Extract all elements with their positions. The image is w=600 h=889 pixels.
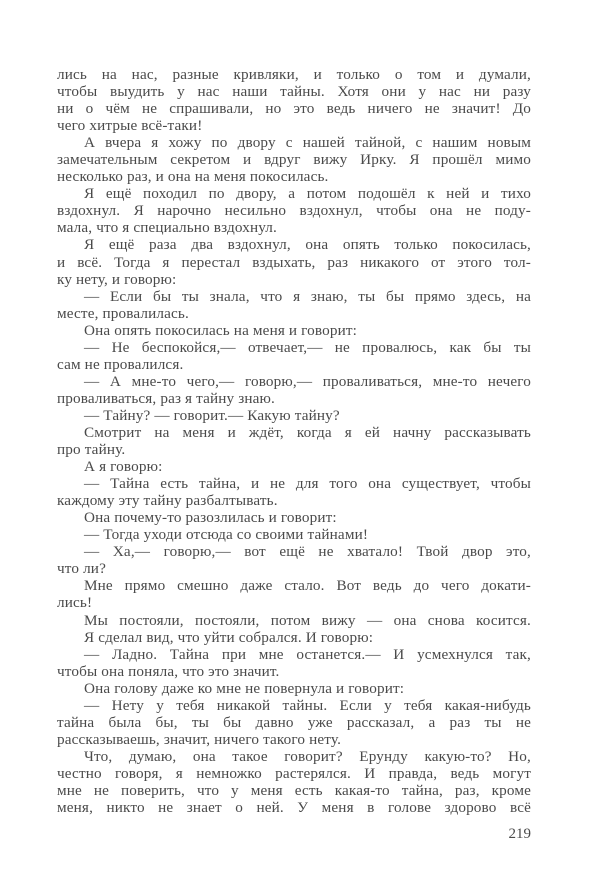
- text-line: лись!: [57, 594, 93, 612]
- text-line: замечательным секретом и вдруг вижу Ирку. Я прошёл мимо: [57, 151, 531, 169]
- text-line: и всё. Тогда я перестал вздыхать, раз никакого от этого тол-: [57, 253, 531, 271]
- text-line: чего хитрые всё-таки!: [57, 117, 203, 135]
- text-line: Мне прямо смешно даже стало. Вот ведь до чего докати-: [84, 577, 531, 595]
- text-line: проваливаться, раз я тайну знаю.: [57, 389, 276, 407]
- text-line: месте, провалилась.: [57, 304, 189, 322]
- text-line: Она почему-то разозлилась и говорит:: [84, 509, 337, 527]
- text-line: А вчера я хожу по двору с нашей тайной, с нашим новым: [84, 134, 531, 152]
- text-line: несколько раз, и она на меня покосилась.: [57, 168, 329, 186]
- text-line: честно говоря, я немножко растерялся. И правда, ведь могут: [57, 764, 531, 782]
- text-line: Что, думаю, она такое говорит? Ерунду какую-то? Но,: [84, 747, 531, 765]
- text-line: мала, что я специально вздохнул.: [57, 219, 277, 237]
- text-line: — Ладно. Тайна при мне останется.— И усмехнулся так,: [84, 645, 531, 663]
- text-line: что ли?: [57, 560, 106, 578]
- text-line: ку нету, и говорю:: [57, 270, 177, 288]
- text-line: — Если бы ты знала, что я знаю, ты бы прямо здесь, на: [84, 287, 531, 305]
- text-line: ни о чём не спрашивали, но это ведь ничего не значит! До: [57, 100, 531, 118]
- text-line: — Тайну? — говорит.— Какую тайну?: [84, 406, 340, 424]
- text-line: чтобы она поняла, что это значит.: [57, 662, 280, 680]
- text-line: — Тогда уходи отсюда со своими тайнами!: [84, 526, 369, 544]
- text-line: чтобы выудить у нас наши тайны. Хотя они у нас ни разу: [57, 83, 531, 101]
- text-line: Она голову даже ко мне не повернула и говорит:: [84, 679, 405, 697]
- page-number: 219: [508, 826, 531, 842]
- text-line: Я ещё походил по двору, а потом подошёл к ней и тихо: [84, 185, 531, 203]
- page-body-text: [57, 66, 531, 816]
- text-line: каждому эту тайну разбалтывать.: [57, 492, 278, 510]
- text-line: вздохнул. Я нарочно несильно вздохнул, чтобы она не поду-: [57, 202, 531, 220]
- text-line: Она опять покосилась на меня и говорит:: [84, 321, 358, 339]
- text-line: лись на нас, разные кривляки, и только о том и думали,: [57, 66, 531, 83]
- text-line: сам не провалился.: [57, 355, 184, 373]
- text-line: А я говорю:: [84, 458, 163, 476]
- text-line: Я сделал вид, что уйти собрался. И говорю:: [84, 628, 374, 646]
- text-line: Мы постояли, постояли, потом вижу — она снова косится.: [84, 611, 531, 629]
- text-line: меня, никто не знает о ней. У меня в голове здорово всё: [57, 799, 531, 817]
- text-line: Я ещё раза два вздохнул, она опять только покосилась,: [84, 236, 531, 254]
- text-line: мне не поверить, что у меня есть какая-то тайна, раз, кроме: [57, 781, 531, 799]
- text-line: тайна была бы, ты бы давно уже рассказал, а раз ты не: [57, 713, 531, 731]
- text-line: Смотрит на меня и ждёт, когда я ей начну рассказывать: [84, 423, 531, 441]
- text-line: — Нету у тебя никакой тайны. Если у тебя какая-нибудь: [84, 696, 531, 714]
- text-line: — Не беспокойся,— отвечает,— не провалюсь, как бы ты: [84, 338, 531, 356]
- text-line: про тайну.: [57, 441, 126, 459]
- text-line: рассказываешь, значит, ничего такого нету.: [57, 730, 342, 748]
- text-line: — Ха,— говорю,— вот ещё не хватало! Твой двор это,: [84, 543, 531, 561]
- text-line: — Тайна есть тайна, и не для того она существует, чтобы: [84, 475, 531, 493]
- text-line: — А мне-то чего,— говорю,— проваливаться, мне-то нечего: [84, 372, 531, 390]
